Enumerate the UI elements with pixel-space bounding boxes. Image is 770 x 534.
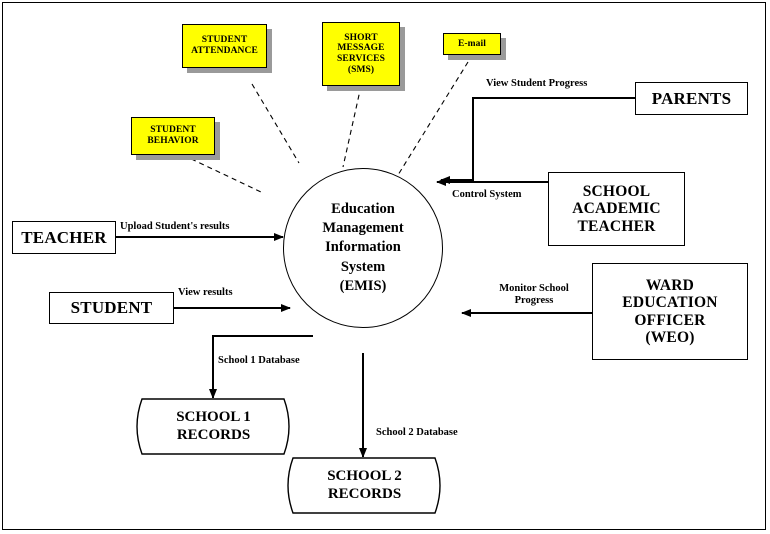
note-sms <box>322 22 400 86</box>
entity-label-line: ACADEMIC <box>572 200 661 218</box>
entity-student <box>49 292 174 324</box>
note-line: SERVICES <box>337 54 385 64</box>
note-student-attendance <box>182 24 267 68</box>
datastore-school-2-records <box>283 457 446 514</box>
note-line: E-mail <box>457 38 487 49</box>
entity-label-line: PARENTS <box>651 88 732 108</box>
process-label-line: Information <box>325 239 401 256</box>
note-line: SHORT <box>344 32 378 43</box>
process-label-line: Education <box>331 201 395 218</box>
entity-parents <box>635 82 748 115</box>
note-line: STUDENT <box>150 125 196 136</box>
note-line: STUDENT <box>201 35 248 46</box>
entity-label-line: WARD <box>645 276 695 294</box>
entity-label-line: EDUCATION <box>622 294 718 312</box>
flow-label-upload-students-results: Upload Student's results <box>120 221 230 232</box>
entity-school-academic-teacher <box>548 172 685 246</box>
flow-label-view-results: View results <box>178 287 233 298</box>
entity-label-line: SCHOOL <box>582 182 651 200</box>
note-line: ATTENDANCE <box>191 46 258 56</box>
entity-ward-education-officer <box>592 263 748 360</box>
flow-label-monitor-school-progress: Monitor School Progress <box>499 283 569 307</box>
entity-label-line: STUDENT <box>70 298 153 318</box>
datastore-label-line: SCHOOL 1 <box>176 409 251 426</box>
flow-label-view-student-progress: View Student Progress <box>486 78 588 89</box>
entity-label-line: OFFICER <box>634 311 706 329</box>
flow-label-school-1-database: School 1 Database <box>218 355 300 366</box>
note-student-behavior <box>131 117 215 155</box>
note-line: MESSAGE <box>337 43 385 54</box>
note-email <box>443 33 501 55</box>
note-line: (SMS) <box>347 64 375 75</box>
entity-label-line: TEACHER <box>577 217 656 235</box>
datastore-label-line: SCHOOL 2 <box>327 468 402 485</box>
flow-label-school-2-database: School 2 Database <box>376 427 458 438</box>
entity-label-line: (WEO) <box>645 328 695 346</box>
entity-label-line: TEACHER <box>21 227 107 247</box>
datastore-label-line: RECORDS <box>327 485 402 502</box>
entity-teacher <box>12 221 116 254</box>
process-label-line: System <box>340 258 386 275</box>
flow-label-control-system: Control System <box>452 189 522 200</box>
process-label-line: Management <box>322 220 404 237</box>
process-label-line: (EMIS) <box>339 277 387 294</box>
datastore-school-1-records <box>132 398 295 455</box>
process-emis <box>283 168 443 328</box>
datastore-label-line: RECORDS <box>176 426 251 443</box>
note-line: BEHAVIOR <box>147 136 199 146</box>
